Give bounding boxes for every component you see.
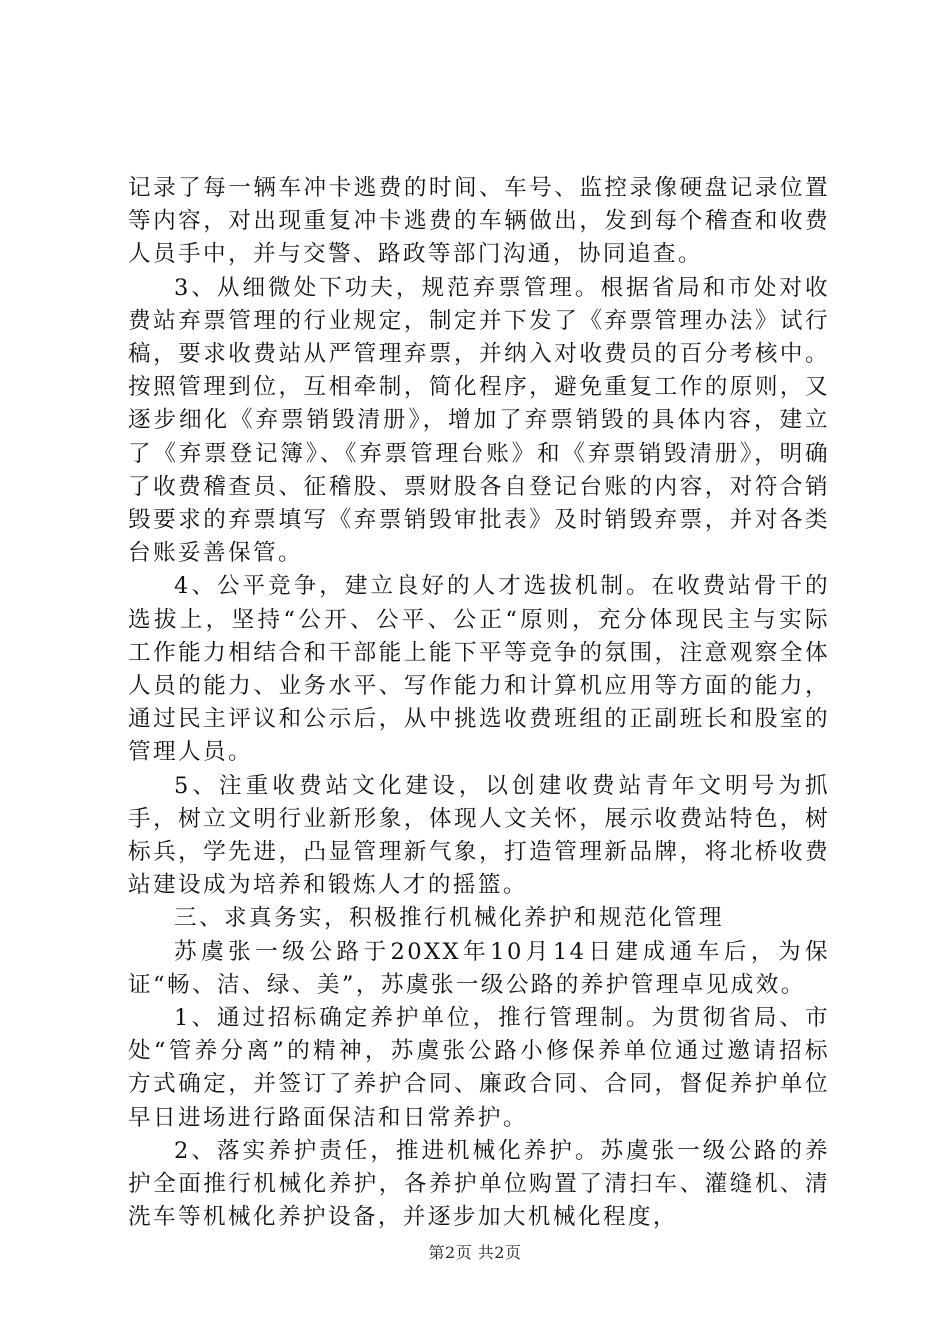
paragraph-item-4: 4、公平竞争，建立良好的人才选拔机制。在收费站骨干的选拔上，坚持“公开、公平、公正“原则，充分体现民主与实际工作能力相结合和干部能上能下平等竞争的氛围，注意观察全体人员的能力、业务水平、写作能力和计算机应用等方面的能力，通过民主评议和公示后，从中挑选收费班组的正副班长和股室的管理人员。	[128, 573, 830, 766]
section-heading-3: 三、求真务实，积极推行机械化养护和规范化管理	[174, 905, 724, 932]
document-body	[128, 172, 830, 1235]
paragraph-item-3: 3、从细微处下功夫，规范弃票管理。根据省局和市处对收费站弃票管理的行业规定，制定并下发了《弃票管理办法》试行稿，要求收费站从严管理弃票，并纳入对收费员的百分考核中。按照管理到位，互相牵制，简化程序，避免重复工作的原则，又逐步细化《弃票销毁清册》，增加了弃票销毁的具体内容，建立了《弃票登记簿》、《弃票管理台账》和《弃票销毁清册》，明确了收费稽查员、征稽股、票财股各自登记台账的内容，对符合销毁要求的弃票填写《弃票销毁审批表》及时销毁弃票，并对各类台账妥善保管。	[128, 274, 830, 567]
paragraph-continuation: 记录了每一辆车冲卡逃费的时间、车号、监控录像硬盘记录位置等内容，对出现重复冲卡逃费的车辆做出，发到每个稽查和收费人员手中，并与交警、路政等部门沟通，协同追查。	[128, 175, 830, 268]
paragraph-item-5: 5、注重收费站文化建设，以创建收费站青年文明号为抓手，树立文明行业新形象，体现人文关怀，展示收费站特色，树标兵，学先进，凸显管理新气象，打造管理新品牌，将北桥收费站建设成为培养和锻炼人才的摇篮。	[128, 772, 830, 899]
page-footer	[0, 1240, 950, 1263]
paragraph-item-2: 2、落实养护责任，推进机械化养护。苏虞张一级公路的养护全面推行机械化养护，各养护单位购置了清扫车、灌缝机、清洗车等机械化养护设备，并逐步加大机械化程度，	[128, 1137, 830, 1231]
paragraph-section-intro: 苏虞张一级公路于20XX年10月14日建成通车后，为保证“畅、洁、绿、美”，苏虞张一级公路的养护管理卓见成效。	[128, 938, 830, 998]
paragraph-item-1: 1、通过招标确定养护单位，推行管理制。为贯彻省局、市处“管养分离”的精神，苏虞张公路小修保养单位通过邀请招标方式确定，并签订了养护合同、廉政合同、合同，督促养护单位早日进场进行路面保洁和日常养护。	[128, 1005, 830, 1131]
page-number: 第2页 共2页	[428, 1243, 522, 1262]
